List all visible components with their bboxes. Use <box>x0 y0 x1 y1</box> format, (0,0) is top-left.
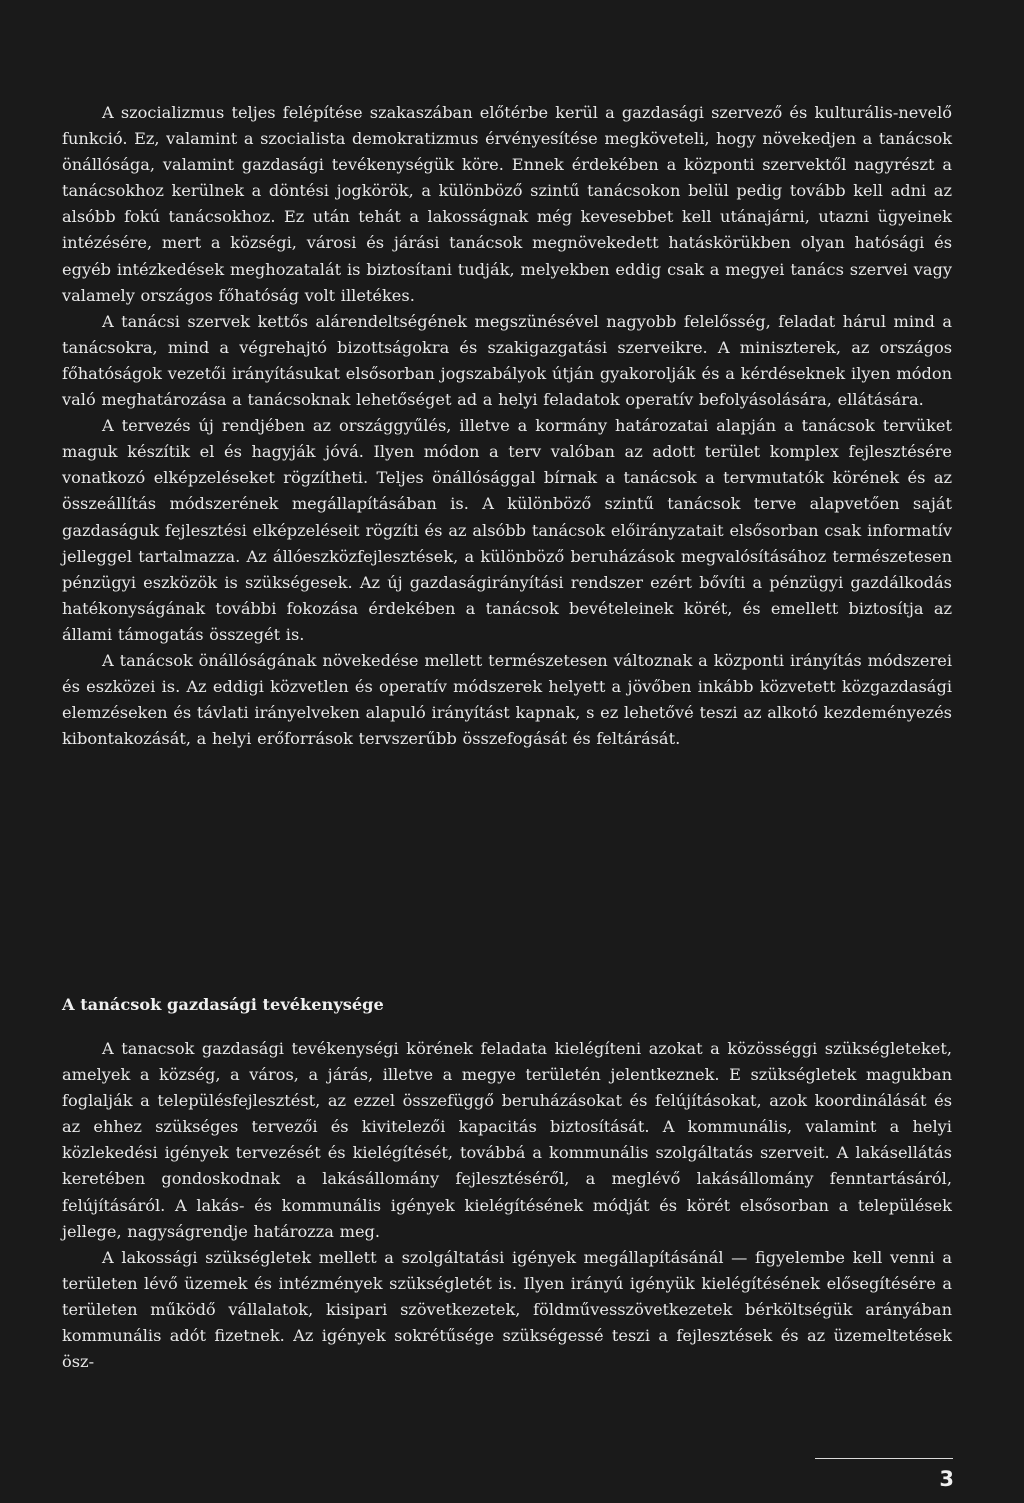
paragraph: A tanácsok önállóságának növekedése mellett természetesen változnak a központi irányítás módszerei és eszközei is. Az eddigi közvetlen és operatív módszerek helyett a jövőben inkább közvetett közgazdasági elemzéseken és távlati irányelveken alapuló irányítást kapnak, s ez lehetővé teszi az alkotó kezdeményezés kibontakozását, a helyi erőforrások tervszerűbb összefogását és feltárását. <box>62 650 952 749</box>
paragraph: A tanacsok gazdasági tevékenységi körének feladata kielégíteni azokat a közösséggi szükségleteket, amelyek a község, a város, a járás, illetve a megye területén jelentkeznek. E szükségletek magukban foglalják a településfejlesztést, az ezzel összefüggő beruházásokat és felújításokat, azok koordinálását és az ehhez szükséges tervezői és kivitelezői kapacitás biztosítását. A kommunális, valamint a helyi közlekedési igények tervezését és kielégítését, továbbá a kommunális szolgáltatás szerveit. A lakásellátás keretében gondoskodnak a lakásállomány fejlesztéséről, a meglévő lakásállomány fenntartásáról, felújításáról. A lakás- és kommunális igények kielégítésének módját és körét elsősorban a települések jellege, nagyságrendje határozza meg. <box>62 1039 952 1241</box>
paragraph: A lakossági szükségletek mellett a szolgáltatási igények megállapításánál — figyelembe kell venni a területen lévő üzemek és intézmények szükségletét is. Ilyen irányú igényük kielégítésének elősegítésére a területen működő vállalatok, kisipari szövetkezetek, földművesszövetkezetek bérköltségük arányában kommunális adót fizetnek. Az igények sokrétűsége szükségessé teszi a fejlesztések és az üzemeltetések ösz- <box>62 1247 952 1372</box>
body-section-2 <box>62 1036 952 1375</box>
footer-rule <box>815 1458 953 1459</box>
section-heading: A tanácsok gazdasági tevékenysége <box>62 995 384 1014</box>
body-section-1 <box>62 100 952 752</box>
paragraph: A tanácsi szervek kettős alárendeltségének megszünésével nagyobb felelősség, feladat hárul mind a tanácsokra, mind a végrehajtó bizottságokra és szakigazgatási szerveikre. A miniszterek, az országos főhatóságok vezetői irányításukat elsősorban jogszabályok útján gyakorolják és a kérdéseknek ilyen módon való meghatározása a tanácsoknak lehetőséget ad a helyi feladatok operatív befolyásolására, ellátására. <box>62 311 952 410</box>
paragraph: A tervezés új rendjében az országgyűlés, illetve a kormány határozatai alapján a tanácsok tervüket maguk készítik el és hagyják jóvá. Ilyen módon a terv valóban az adott terület komplex fejlesztésére vonatkozó elképzeléseket rögzítheti. Teljes önállósággal bírnak a tanácsok a tervmutatók körének és az összeállítás módszerének megállapításában is. A különböző szintű tanácsok terve alapvetően saját gazdaságuk fejlesztési elképzeléseit rögzíti és az alsóbb tanácsok előirányzatait elsősorban csak informatív jelleggel tartalmazza. Az állóeszközfejlesztések, a különböző beruházások megvalósításához természetesen pénzügyi eszközök is szükségesek. Az új gazdaságirányítási rendszer ezért bővíti a pénzügyi gazdálkodás hatékonyságának további fokozása érdekében a tanácsok bevételeinek körét, és emellett biztosítja az állami támogatás összegét is. <box>62 416 952 644</box>
page-number: 3 <box>939 1467 954 1491</box>
paragraph: A szocializmus teljes felépítése szakaszában előtérbe kerül a gazdasági szervező és kulturális-nevelő funkció. Ez, valamint a szocialista demokratizmus érvényesítése megköveteli, hogy növekedjen a tanácsok önállósága, valamint gazdasági tevékenységük köre. Ennek érdekében a központi szervektől nagyrészt a tanácsokhoz kerülnek a döntési jogkörök, a különböző szintű tanácsokon belül pedig tovább kell adni az alsóbb fokú tanácsokhoz. Ez után tehát a lakosságnak még kevesebbet kell utánajárni, utazni ügyeinek intézésére, mert a községi, városi és járási tanácsok megnövekedett hatáskörükben olyan hatósági és egyéb intézkedések meghozatalát is biztosítani tudják, melyekben eddig csak a megyei tanács szervei vagy valamely országos főhatóság volt illetékes. <box>62 103 952 305</box>
